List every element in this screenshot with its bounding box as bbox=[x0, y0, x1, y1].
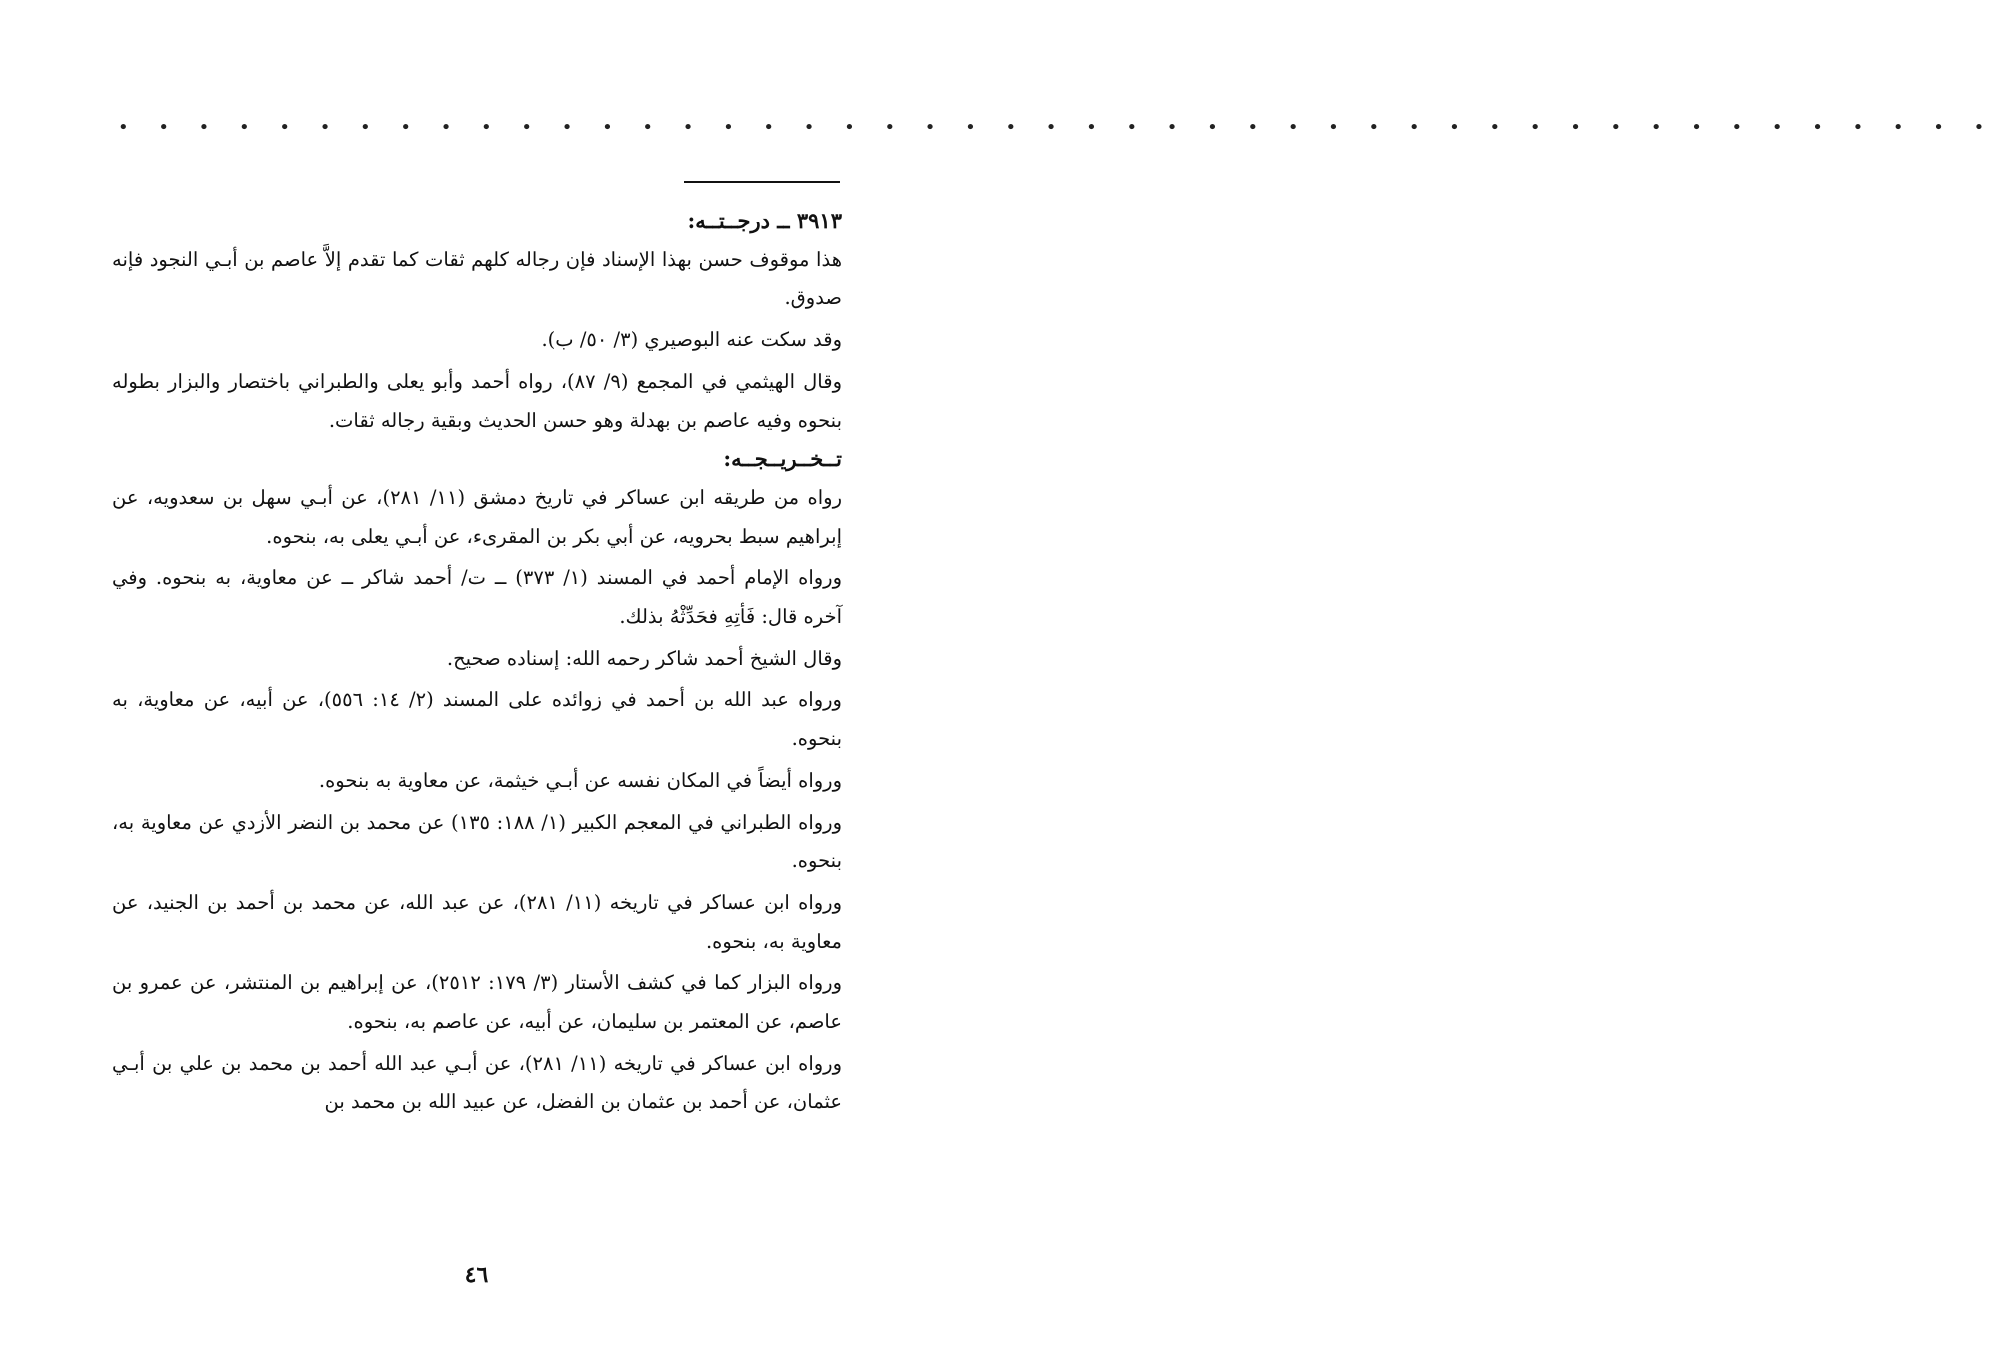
paragraph-2: وقد سكت عنه البوصيري (٣/ ٥٠/ ب). bbox=[541, 328, 842, 352]
main-text bbox=[112, 202, 842, 1122]
paragraph-12: ورواه ابن عساكر في تاريخه (١١/ ٢٨١)، عن أبـي عبد الله أحمد بن محمد بن علي بن أبـي عثمان، عن أحمد بن عثمان بن الفضل، عن عبيد الله بن محمد بن bbox=[112, 1051, 842, 1114]
paragraph-8: ورواه أيضاً في المكان نفسه عن أبـي خيثمة، عن معاوية به بنحوه. bbox=[318, 768, 842, 792]
paragraph-3: وقال الهيثمي في المجمع (٩/ ٨٧)، رواه أحمد وأبو يعلى والطبراني باختصار والبزار بطوله بنحوه وفيه عاصم بن بهدلة وهو حسن الحديث وبقية رجاله ثقات. bbox=[112, 369, 842, 432]
paragraph-10: ورواه ابن عساكر في تاريخه (١١/ ٢٨١)، عن عبد الله، عن محمد بن أحمد بن الجنيد، عن معاوية به، بنحوه. bbox=[112, 890, 842, 953]
page-number: ٤٦ bbox=[464, 1262, 489, 1288]
paragraph-9: ورواه الطبراني في المعجم الكبير (١/ ١٨٨: ١٣٥) عن محمد بن النضر الأزدي عن معاوية به، بنحوه. bbox=[112, 810, 842, 873]
section-heading-grade: ٣٩١٣ ــ درجــتــه: bbox=[687, 208, 842, 233]
dotted-separator: • • • • • • • • • • • • • • • • • • • • • • • • • • • • • • • • • • • • • • • • • • • • • • • bbox=[118, 117, 1996, 138]
paragraph-7: ورواه عبد الله بن أحمد في زوائده على المسند (٢/ ١٤: ٥٥٦)، عن أبيه، عن معاوية، به بنحوه. bbox=[112, 688, 842, 751]
section-heading-takhrij: تــخــريــجــه: bbox=[723, 446, 842, 472]
paragraph-11: ورواه البزار كما في كشف الأستار (٣/ ١٧٩: ٢٥١٢)، عن إبراهيم بن المنتشر، عن عمرو بن عاصم، عن المعتمر بن سليمان، عن أبيه، عن عاصم به، بنحوه. bbox=[112, 971, 842, 1034]
paragraph-6: وقال الشيخ أحمد شاكر رحمه الله: إسناده صحيح. bbox=[446, 646, 842, 670]
paragraph-4: رواه من طريقه ابن عساكر في تاريخ دمشق (١١/ ٢٨١)، عن أبـي سهل بن سعدويه، عن إبراهيم سبط بحرويه، عن أبي بكر بن المقرىء، عن أبـي يعلى به، بنحوه. bbox=[112, 485, 842, 548]
paragraph-1: هذا موقوف حسن بهذا الإسناد فإن رجاله كلهم ثقات كما تقدم إلاَّ عاصم بن أبـي النجود فإنه صدوق. bbox=[112, 247, 842, 310]
heading-rule bbox=[684, 181, 840, 183]
paragraph-5: ورواه الإمام أحمد في المسند (١/ ٣٧٣) ــ ت/ أحمد شاكر ــ عن معاوية، به بنحوه. وفي آخره قال: فَأتِهِ فحَدِّثْهُ بذلك. bbox=[112, 566, 842, 629]
